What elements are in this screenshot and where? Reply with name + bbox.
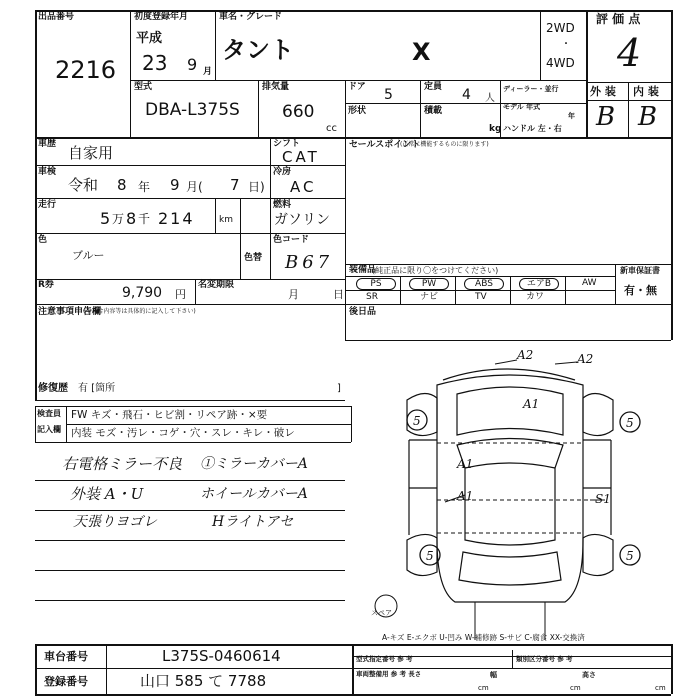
mileage-sen-unit: 千 xyxy=(138,212,151,226)
length-label: 車両整備用 参 考 長さ xyxy=(356,670,422,678)
mileage-man-unit: 万 xyxy=(112,212,125,226)
mileage-label: 走行 xyxy=(38,200,57,210)
displacement-label: 排気量 xyxy=(262,82,290,92)
transfer-month-unit: 月 xyxy=(288,288,299,301)
mark-hood: A1 xyxy=(523,397,540,411)
chassis-number: L375S-0460614 xyxy=(162,647,281,665)
repair-history-label: 修復歴 xyxy=(38,383,68,394)
width-label: 幅 xyxy=(490,671,497,679)
exterior-label: 外 装 xyxy=(590,85,616,98)
steering-label: ハンドル 左・右 xyxy=(503,124,562,133)
plate-label: 登録番号 xyxy=(44,675,88,688)
mileage-sen: 8 xyxy=(126,209,137,228)
mark-right-side: S1 xyxy=(595,492,611,506)
equip-aw: AW xyxy=(582,278,597,288)
recycle-label: R券 xyxy=(38,280,54,290)
history-value: 自家用 xyxy=(68,144,114,162)
spare-label: スペア xyxy=(371,609,392,617)
sales-point-sub: (正常に機能するものに限ります) xyxy=(400,141,489,148)
auction-score: 4 xyxy=(617,31,642,75)
width-cm: cm xyxy=(570,684,581,692)
interior-grade: B xyxy=(638,102,658,132)
equip-sr: SR xyxy=(366,292,378,302)
inspection-label: 車検 xyxy=(38,167,57,177)
height-cm: cm xyxy=(655,684,666,692)
month-unit: 月 xyxy=(203,67,213,77)
inspection-year-unit: 年 xyxy=(138,180,151,194)
note-1: 右電格ミラー不良 xyxy=(62,455,183,473)
chassis-label: 車台番号 xyxy=(44,650,88,663)
mileage-man: 5 xyxy=(100,209,111,228)
color-value: ブルー xyxy=(72,249,105,262)
year-unit: 年 xyxy=(568,112,575,120)
color-code: B67 xyxy=(285,252,334,273)
inspection-month-unit: 月( xyxy=(186,180,203,194)
mark-left-rear: A1 xyxy=(457,489,474,503)
note-4: ホイールカバーA xyxy=(200,486,308,502)
person-unit: 人 xyxy=(485,93,495,104)
transfer-deadline-label: 名変期限 xyxy=(198,280,235,290)
inspection-era: 令和 xyxy=(68,176,99,194)
mark-wheel-rl: 5 xyxy=(426,549,434,563)
fuel-value: ガソリン xyxy=(274,212,330,228)
repair-history-value: 有 [箇所 xyxy=(78,383,116,394)
score-label: 評 価 点 xyxy=(596,12,641,26)
recycle-unit: 円 xyxy=(175,288,186,301)
registration-year: 23 xyxy=(142,51,168,75)
sales-point-label: セールスポイント xyxy=(349,140,421,150)
equip-airbag: エアB xyxy=(519,278,559,290)
displacement-value: 660 xyxy=(282,102,315,122)
mark-wheel-rr: 5 xyxy=(626,549,634,563)
cc-unit: cc xyxy=(326,123,337,134)
shape-label: 形状 xyxy=(348,106,367,116)
equip-ps: PS xyxy=(356,278,396,290)
note-3: 外装 A・U xyxy=(70,485,144,503)
mark-front-right: A2 xyxy=(577,352,594,366)
car-name: タント xyxy=(222,36,294,64)
inspector-line-1: FW キズ・飛石・ヒビ割・リペア跡・×要 xyxy=(71,409,268,421)
inspector-label-1: 検査員 xyxy=(37,409,61,418)
equip-pw: PW xyxy=(409,278,449,290)
height-label: 高さ xyxy=(582,671,596,679)
note-5: 天張りヨゴレ xyxy=(73,514,157,530)
inspection-month: 9 xyxy=(170,176,180,194)
note-2: ①ミラーカバーA xyxy=(200,456,308,472)
inspector-line-2: 内装 モズ・汚レ・コゲ・穴・スレ・キレ・破レ xyxy=(71,427,295,439)
car-outline xyxy=(407,369,613,602)
aircon-value: AC xyxy=(290,178,317,196)
note-6: Hライトアセ xyxy=(212,514,294,530)
lot-number: 2216 xyxy=(55,56,117,84)
kg-unit: kg xyxy=(489,124,502,134)
inspection-day: 7 xyxy=(230,176,240,194)
inspector-label-2: 記入欄 xyxy=(37,425,61,434)
length-cm: cm xyxy=(478,684,489,692)
equipment-label: 装備品 xyxy=(349,265,377,275)
class-number-label: 類別区分番号 参 考 xyxy=(516,655,573,663)
car-grade: X xyxy=(412,38,431,66)
aircon-label: 冷房 xyxy=(273,167,292,177)
color-code-label: 色コード xyxy=(273,235,310,245)
lot-number-label: 出品番号 xyxy=(38,12,75,22)
plate-number: 山口 585 て 7788 xyxy=(140,672,267,690)
equip-navi: ナビ xyxy=(420,292,439,302)
inspection-year: 8 xyxy=(117,176,127,194)
model-code: DBA-L375S xyxy=(145,100,240,120)
door-count: 5 xyxy=(384,87,393,103)
capacity-label: 定員 xyxy=(424,82,443,92)
mark-wheel-fl: 5 xyxy=(413,414,421,428)
damage-legend: A-キズ E-エクボ U-凹み W-補修跡 S-サビ C-腐食 XX-交換済 xyxy=(382,633,585,642)
car-damage-diagram xyxy=(345,340,671,644)
drive-4wd: 4WD xyxy=(546,56,575,70)
equip-leather: カワ xyxy=(526,292,545,302)
recycle-amount: 9,790 xyxy=(122,285,163,301)
caution-label: 注意事項申告欄 xyxy=(38,307,102,317)
equip-abs: ABS xyxy=(464,278,504,290)
type-number-label: 型式指定番号 参 考 xyxy=(356,655,413,663)
capacity-count: 4 xyxy=(462,87,471,103)
transfer-day-unit: 日 xyxy=(333,288,344,301)
model-code-label: 型式 xyxy=(134,82,153,92)
mark-left-door: A1 xyxy=(457,457,474,471)
dealer-label: ディーラー・並行 xyxy=(503,85,559,93)
color-change-label: 色替 xyxy=(244,253,263,263)
mark-wheel-fr: 5 xyxy=(626,416,634,430)
era-heisei: 平成 xyxy=(136,31,163,46)
caution-sub: (不具合内容等は具体的に記入して下さい) xyxy=(83,308,196,315)
inspection-day-unit: 日) xyxy=(248,180,265,194)
door-label: ドア xyxy=(348,82,366,92)
car-name-label: 車名・グレード xyxy=(219,12,283,22)
first-registration-label: 初度登録年月 xyxy=(134,12,189,22)
mark-front-bumper: A2 xyxy=(517,348,534,362)
equipment-sub: (純正品に限り〇をつけてください) xyxy=(372,266,499,275)
warranty-label: 新車保証書 xyxy=(620,266,660,275)
model-year-label: モデル 年式 xyxy=(503,103,541,111)
load-label: 積載 xyxy=(424,106,443,116)
interior-label: 内 装 xyxy=(633,85,659,98)
drive-2wd: 2WD xyxy=(546,21,575,35)
aftermarket-label: 後日品 xyxy=(349,307,377,317)
shift-label: シフト xyxy=(273,139,301,149)
equip-tv: TV xyxy=(475,292,487,302)
shift-value: CAT xyxy=(282,148,320,166)
color-label: 色 xyxy=(38,235,48,245)
fuel-label: 燃料 xyxy=(273,200,292,210)
mileage-rest: 214 xyxy=(158,209,195,228)
warranty-value: 有・無 xyxy=(624,284,657,297)
registration-month: 9 xyxy=(187,55,198,74)
km-unit: km xyxy=(219,215,233,225)
exterior-grade: B xyxy=(596,102,616,132)
history-label: 車歴 xyxy=(38,139,57,149)
repair-history-close: ] xyxy=(337,383,341,394)
